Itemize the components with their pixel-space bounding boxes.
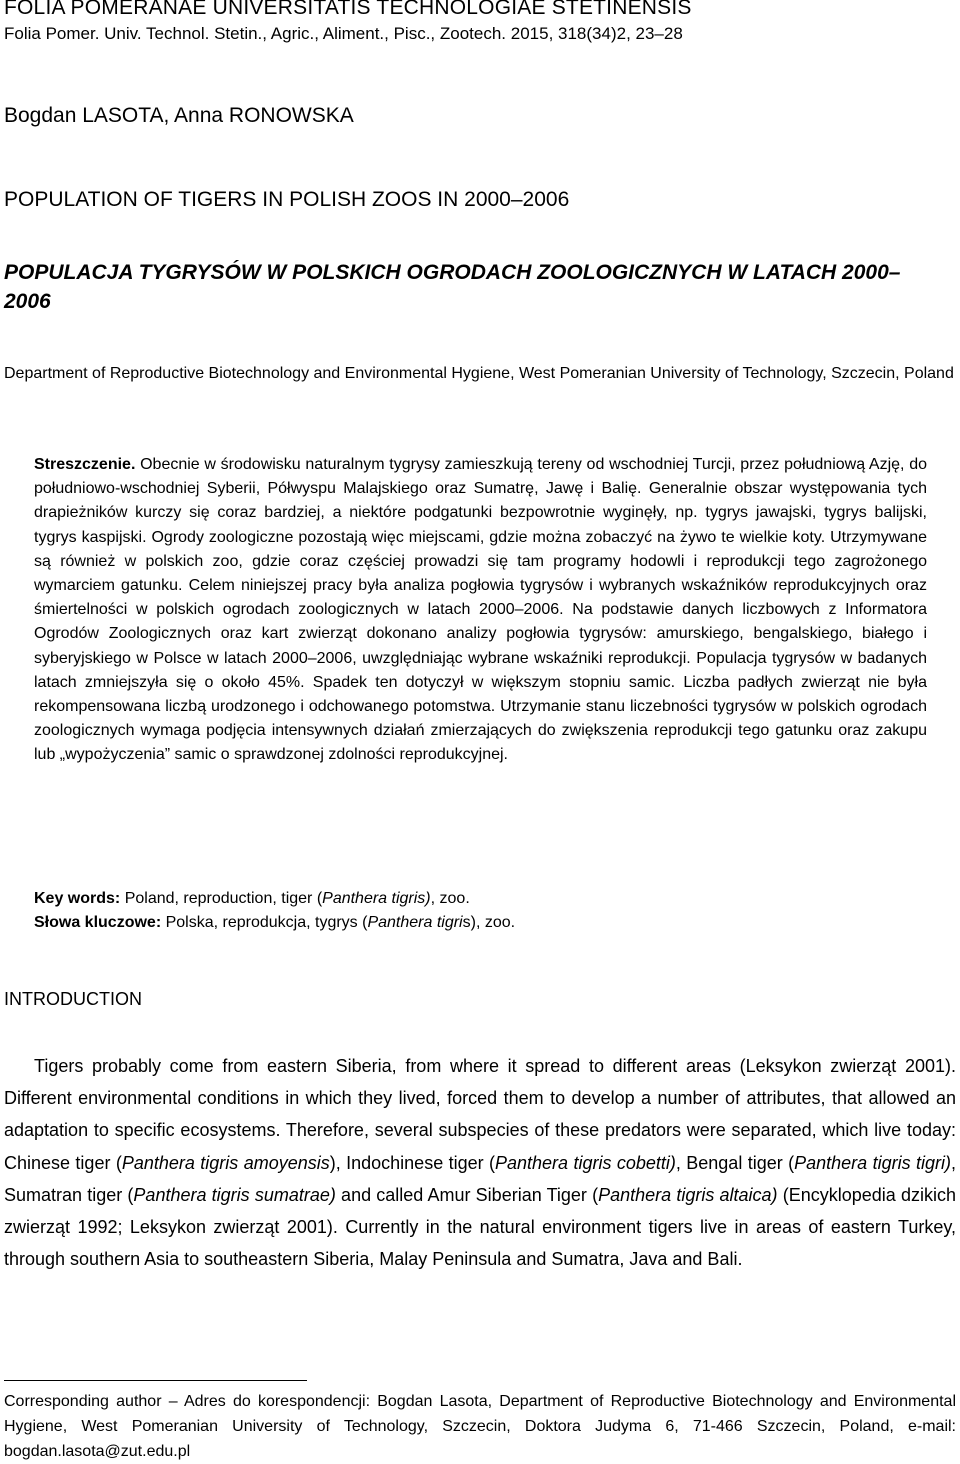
keywords-polish-tail: s), zoo.	[462, 914, 516, 931]
species-bengal-tiger: Panthera tigris tigri)	[794, 1152, 951, 1173]
keywords-polish-text: Polska, reprodukcja, tygrys (	[161, 914, 368, 931]
keywords-english-text: Poland, reproduction, tiger (	[120, 890, 323, 907]
keywords-polish-label: Słowa kluczowe:	[34, 914, 162, 931]
intro-text-3: , Bengal tiger (	[675, 1152, 795, 1173]
abstract-label: Streszczenie.	[34, 456, 136, 473]
article-authors: Bogdan LASOTA, Anna RONOWSKA	[4, 104, 354, 127]
intro-text-6: (Encyklopedia dzikich zwierząt 1992; Leksykon zwierząt 2001). Currently in the natural environment tigers live in areas of eastern Turkey, through southern Asia to southeastern Siberia, Malay Peninsula and Sumatra, Java and Bali.	[4, 1184, 956, 1270]
keywords-english-tail: , zoo.	[430, 890, 470, 907]
article-title-english: POPULATION OF TIGERS IN POLISH ZOOS IN 2000–2006	[4, 188, 570, 211]
keywords-polish	[34, 911, 927, 935]
keywords-english-label: Key words:	[34, 890, 121, 907]
abstract-text: Obecnie w środowisku naturalnym tygrysy zamieszkują tereny od wschodniej Turcji, przez południową Azję, do południowo-wschodniej Syberii, Półwyspu Malajskiego oraz Sumatrę, Jawę i Balię. Generalnie obszar występowania tych drapieżników kurczy się coraz bardziej, a niektóre podgatunki bezpowrotnie wyginęły, np. tygrys jawajski, tygrys balijski, tygrys kaspijski. Ogrody zoologiczne pozostają więc miejscami, gdzie można zobaczyć na żywo te wielkie koty. Utrzymywane są również w polskich zoo, gdzie coraz częściej prowadzi się tam programy hodowli i reprodukcji tego zagrożonego wymarciem gatunku. Celem niniejszej pracy była analiza pogłowia tygrysów i wybranych wskaźników reprodukcyjnych oraz śmiertelności w polskich ogrodach zoologicznych w latach 2000–2006. Na podstawie danych liczbowych z Informatora Ogrodów Zoologicznych oraz kart zwierząt dokonano analizy pogłowia tygrysów: amurskiego, bengalskiego, białego i syberyjskiego w Polsce w latach 2000–2006, uwzględniając wybrane wskaźniki reprodukcji. Populacja tygrysów w badanych latach zmniejszyła się o około 45%. Spadek ten dotyczył w większym stopniu samic. Liczba padłych zwierząt nie była rekompensowana liczbą urodzonego i odchowanego potomstwa. Utrzymanie stanu liczebności tygrysów w polskich ogrodach zoologicznych wymaga podjęcia intensywnych działań zmierzających do zwiększenia reprodukcji tego gatunku oraz zakupu lub „wypożyczenia” samic o sprawdzonej zdolności reprodukcyjnej.	[34, 456, 927, 764]
intro-text-2: ), Indochinese tiger (	[329, 1152, 495, 1173]
footnote-divider	[4, 1380, 307, 1381]
introduction-paragraph	[4, 1050, 956, 1275]
journal-citation: Folia Pomer. Univ. Technol. Stetin., Agric., Aliment., Pisc., Zootech. 2015, 318(34)2, 23–28	[4, 24, 683, 43]
species-sumatran-tiger: Panthera tigris sumatrae)	[133, 1184, 336, 1205]
section-heading-introduction: INTRODUCTION	[4, 989, 142, 1009]
intro-text-4: , Sumatran tiger (	[4, 1152, 956, 1205]
species-amur-tiger: Panthera tigris altaica)	[598, 1184, 778, 1205]
journal-name: FOLIA POMERANAE UNIVERSITATIS TECHNOLOGIAE STETINENSIS	[4, 0, 692, 19]
author-affiliation: Department of Reproductive Biotechnology and Environmental Hygiene, West Pomeranian University of Technology, Szczecin, Poland	[4, 365, 954, 382]
keywords-english-species: Panthera tigris)	[322, 890, 431, 907]
keywords-english	[34, 887, 927, 911]
keywords-polish-species: Panthera tigri	[367, 914, 463, 931]
intro-text-5: and called Amur Siberian Tiger (	[335, 1184, 599, 1205]
intro-text-1: Tigers probably come from eastern Siberia, from where it spread to different areas (Leksykon zwierząt 2001). Different environmental conditions in which they lived, forced them to develop a number of attributes, that allowed an adaptation to specific ecosystems. Therefore, several subspecies of these predators were separated, which live today: Chinese tiger (	[4, 1056, 956, 1173]
species-chinese-tiger: Panthera tigris amoyensis	[121, 1152, 330, 1173]
abstract	[34, 453, 927, 768]
article-title-polish: POPULACJA TYGRYSÓW W POLSKICH OGRODACH ZOOLOGICZNYCH W LATACH 2000–2006	[4, 261, 901, 313]
species-indochinese-tiger: Panthera tigris cobetti)	[495, 1152, 676, 1173]
keywords-block	[34, 887, 927, 935]
corresponding-author-footnote: Corresponding author – Adres do korespondencji: Bogdan Lasota, Department of Reproductive Biotechnology and Environmental Hygiene, West Pomeranian University of Technology, Szczecin, Doktora Judyma 6, 71-466 Szczecin, Poland, e-mail: bogdan.lasota@zut.edu.pl	[4, 1393, 956, 1460]
